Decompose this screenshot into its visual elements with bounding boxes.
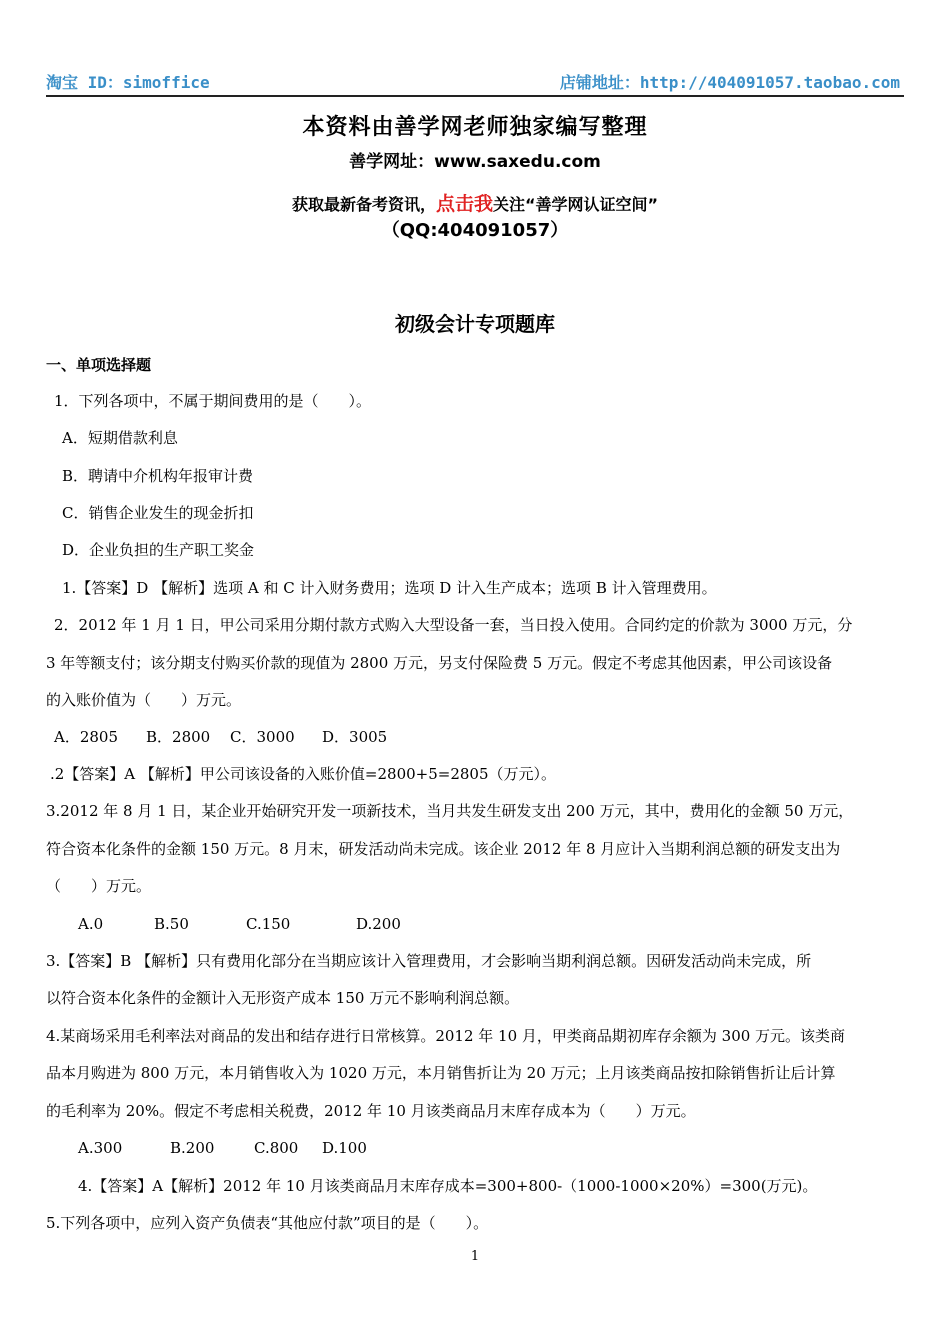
q5-stem: 5.下列各项中，应列入资产负债表“其他应付款”项目的是（ ）。 <box>46 1214 489 1232</box>
q3-stem-line-1: 3.2012 年 8 月 1 日，某企业开始研究开发一项新技术，当月共发生研发支出 200 万元，其中，费用化的金额 50 万元， <box>46 802 854 820</box>
banner-line-3-pre: 获取最新备考资讯， <box>291 195 436 214</box>
q3-stem-line-2: 符合资本化条件的金额 150 万元。8 月末，研发活动尚未完成。该企业 2012 年 8 月应计入当期利润总额的研发支出为 <box>46 840 841 858</box>
q3-option-c: C.150 <box>246 915 291 933</box>
q2-option-d: D．3005 <box>322 728 388 746</box>
q4-option-a: A.300 <box>78 1139 123 1157</box>
q1-stem: 1．下列各项中，不属于期间费用的是（ ）。 <box>54 392 372 410</box>
q2-option-b: B．2800 <box>146 728 211 746</box>
q1-option-d: D．企业负担的生产职工奖金 <box>62 541 255 559</box>
q4-option-c: C.800 <box>254 1139 299 1157</box>
banner-website: 善学网址：www.saxedu.com <box>349 152 601 172</box>
header-shop-url[interactable]: 店铺地址：http://404091057.taobao.com <box>559 73 900 92</box>
section-title: 一、单项选择题 <box>46 356 152 374</box>
q3-option-d: D.200 <box>356 915 401 933</box>
q1-option-a: A．短期借款利息 <box>62 429 178 447</box>
q2-answer: .2【答案】A 【解析】甲公司该设备的入账价值=2800+5=2805（万元）。 <box>50 765 557 783</box>
click-me-link[interactable]: 点击我 <box>435 193 493 215</box>
header-shop-id: 淘宝 ID：simoffice <box>46 73 210 92</box>
q2-stem-line-2: 3 年等额支付；该分期支付购买价款的现值为 2800 万元，另支付保险费 5 万元。假定不考虑其他因素，甲公司该设备 <box>46 654 833 672</box>
q1-option-b: B．聘请中介机构年报审计费 <box>62 467 254 485</box>
q4-stem-line-1: 4.某商场采用毛利率法对商品的发出和结存进行日常核算。2012 年 10 月，甲类商品期初库存余额为 300 万元。该类商 <box>46 1027 846 1045</box>
page-title: 初级会计专项题库 <box>395 312 555 336</box>
q3-stem-line-3: （ ）万元。 <box>46 877 152 895</box>
q4-stem-line-2: 品本月购进为 800 万元，本月销售收入为 1020 万元，本月销售折让为 20 万元；上月该类商品按扣除销售折让后计算 <box>46 1064 836 1082</box>
q1-answer: 1.【答案】D 【解析】选项 A 和 C 计入财务费用；选项 D 计入生产成本；选项 B 计入管理费用。 <box>62 579 717 597</box>
q4-option-b: B.200 <box>170 1139 215 1157</box>
q3-answer-line-1: 3.【答案】B 【解析】只有费用化部分在当期应该计入管理费用，才会影响当期利润总额。因研发活动尚未完成，所 <box>46 952 812 970</box>
header-divider <box>46 95 904 97</box>
q3-option-b: B.50 <box>154 915 189 933</box>
q4-answer: 4.【答案】A【解析】2012 年 10 月该类商品月末库存成本=300+800-（1000-1000×20%）=300(万元)。 <box>78 1177 818 1195</box>
q4-stem-line-3: 的毛利率为 20%。假定不考虑相关税费，2012 年 10 月该类商品月末库存成本为（ ）万元。 <box>46 1102 696 1120</box>
banner-qq: （QQ:404091057） <box>381 220 569 241</box>
banner-line-1: 本资料由善学网老师独家编写整理 <box>302 115 648 140</box>
q2-stem-line-3: 的入账价值为（ ）万元。 <box>46 691 242 709</box>
q4-option-d: D.100 <box>322 1139 367 1157</box>
q3-option-a: A.0 <box>78 915 104 933</box>
banner-line-3 <box>0 189 950 216</box>
q3-answer-line-2: 以符合资本化条件的金额计入无形资产成本 150 万元不影响利润总额。 <box>46 989 520 1007</box>
q2-option-c: C．3000 <box>230 728 295 746</box>
q2-stem-line-1: 2．2012 年 1 月 1 日，甲公司采用分期付款方式购入大型设备一套，当日投入使用。合同约定的价款为 3000 万元，分 <box>54 616 853 634</box>
q1-option-c: C．销售企业发生的现金折扣 <box>62 504 254 522</box>
q2-option-a: A．2805 <box>54 728 119 746</box>
banner-line-3-post: 关注“善学网认证空间” <box>492 195 659 214</box>
page-number: 1 <box>470 1249 480 1264</box>
